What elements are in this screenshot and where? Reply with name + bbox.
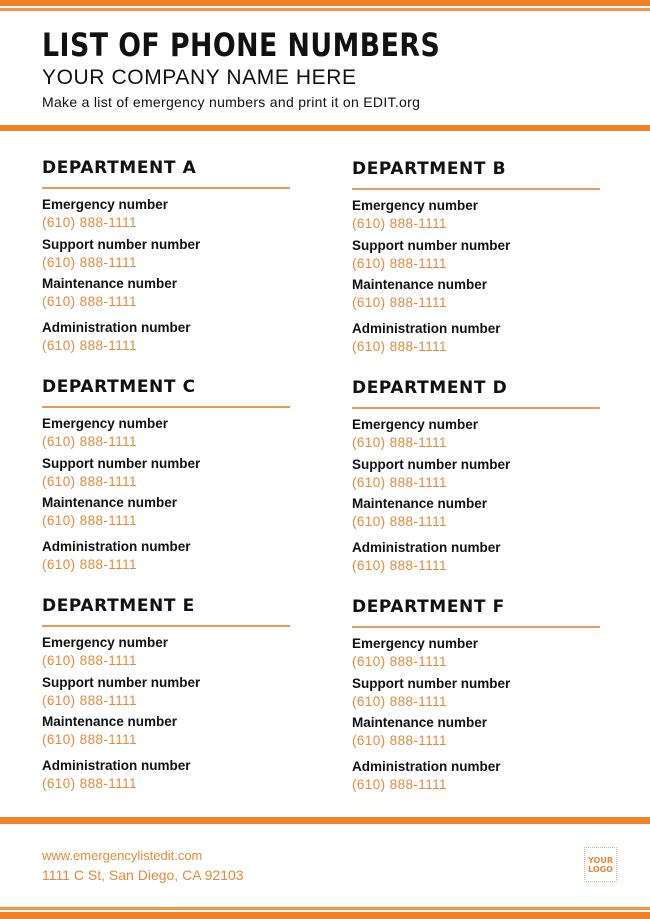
department-title: DEPARTMENT E [42,596,195,616]
entry-label: Maintenance number [42,276,178,291]
list-item [42,495,177,529]
phone-number: (610) 888-1111 [42,513,137,528]
phone-number: (610) 888-1111 [42,255,137,270]
list-item [352,198,478,232]
entry-label: Maintenance number [42,495,178,510]
department-d [352,378,600,573]
department-title: DEPARTMENT A [42,158,197,178]
department-divider [352,188,600,190]
list-item [352,457,510,491]
entry-label: Administration number [352,321,501,336]
entry-label: Maintenance number [352,715,488,730]
entry-label: Maintenance number [42,714,178,729]
list-item [352,676,510,710]
entry-label: Support number number [352,238,511,253]
list-item [352,496,487,530]
phone-number: (610) 888-1111 [352,216,447,231]
logo-text-line1: YOUR [588,855,613,865]
entry-label: Support number number [42,675,201,690]
entry-label: Support number number [352,676,511,691]
list-item [42,635,168,669]
department-divider [42,406,290,408]
phone-number: (610) 888-1111 [352,339,447,354]
list-item [42,456,200,490]
list-item [352,238,510,272]
company-name: YOUR COMPANY NAME HERE [42,66,357,89]
entry-label: Administration number [352,759,501,774]
list-item [42,276,177,310]
phone-number: (610) 888-1111 [352,256,447,271]
list-item [42,237,200,271]
list-item [42,197,168,231]
department-c [42,377,290,572]
department-divider [352,407,600,409]
phone-number: (610) 888-1111 [42,653,137,668]
phone-number: (610) 888-1111 [42,434,137,449]
page-title: LIST OF PHONE NUMBERS [42,26,441,64]
entry-label: Emergency number [42,197,169,212]
department-title: DEPARTMENT D [352,378,508,398]
department-divider [352,626,600,628]
list-item [352,540,501,574]
phone-number: (610) 888-1111 [352,295,447,310]
list-item [352,636,478,670]
list-item [42,714,177,748]
list-item [42,758,191,792]
tagline: Make a list of emergency numbers and print it on EDIT.org [42,94,421,110]
bottom-bar [0,912,650,919]
phone-number: (610) 888-1111 [352,654,447,669]
entry-label: Maintenance number [352,277,488,292]
department-title: DEPARTMENT B [352,159,507,179]
top-bar [0,0,650,6]
department-title: DEPARTMENT C [42,377,196,397]
footer-website: www.emergencylistedit.com [42,848,203,863]
entry-label: Emergency number [42,416,169,431]
footer-address: 1111 C St, San Diego, CA 92103 [42,867,244,883]
list-item [352,277,487,311]
top-bar-thin [0,8,650,11]
phone-number: (610) 888-1111 [42,557,137,572]
entry-label: Administration number [352,540,501,555]
phone-number: (610) 888-1111 [42,338,137,353]
list-item [352,321,501,355]
entry-label: Maintenance number [352,496,488,511]
header-divider [0,125,650,131]
phone-number: (610) 888-1111 [352,435,447,450]
department-divider [42,625,290,627]
phone-number: (610) 888-1111 [352,514,447,529]
list-item [352,715,487,749]
entry-label: Emergency number [352,636,479,651]
department-f [352,597,600,792]
phone-number: (610) 888-1111 [352,475,447,490]
phone-number: (610) 888-1111 [42,776,137,791]
entry-label: Support number number [42,456,201,471]
phone-number: (610) 888-1111 [42,474,137,489]
entry-label: Emergency number [42,635,169,650]
department-e [42,596,290,791]
phone-number: (610) 888-1111 [42,732,137,747]
department-title: DEPARTMENT F [352,597,505,617]
list-item [42,675,200,709]
entry-label: Administration number [42,758,191,773]
bottom-bar-thin [0,907,650,910]
phone-number: (610) 888-1111 [42,215,137,230]
entry-label: Support number number [352,457,511,472]
entry-label: Emergency number [352,417,479,432]
department-b [352,159,600,354]
phone-number: (610) 888-1111 [42,294,137,309]
logo-placeholder [584,847,617,882]
department-divider [42,187,290,189]
phone-number: (610) 888-1111 [352,558,447,573]
list-item [42,416,168,450]
entry-label: Administration number [42,539,191,554]
logo-text-line2: LOGO [588,864,613,874]
phone-number: (610) 888-1111 [352,694,447,709]
phone-number: (610) 888-1111 [352,733,447,748]
entry-label: Support number number [42,237,201,252]
list-item [352,759,501,793]
entry-label: Emergency number [352,198,479,213]
phone-number: (610) 888-1111 [42,693,137,708]
list-item [42,320,191,354]
entry-label: Administration number [42,320,191,335]
list-item [42,539,191,573]
footer-divider [0,817,650,824]
department-a [42,158,290,353]
phone-number: (610) 888-1111 [352,777,447,792]
list-item [352,417,478,451]
